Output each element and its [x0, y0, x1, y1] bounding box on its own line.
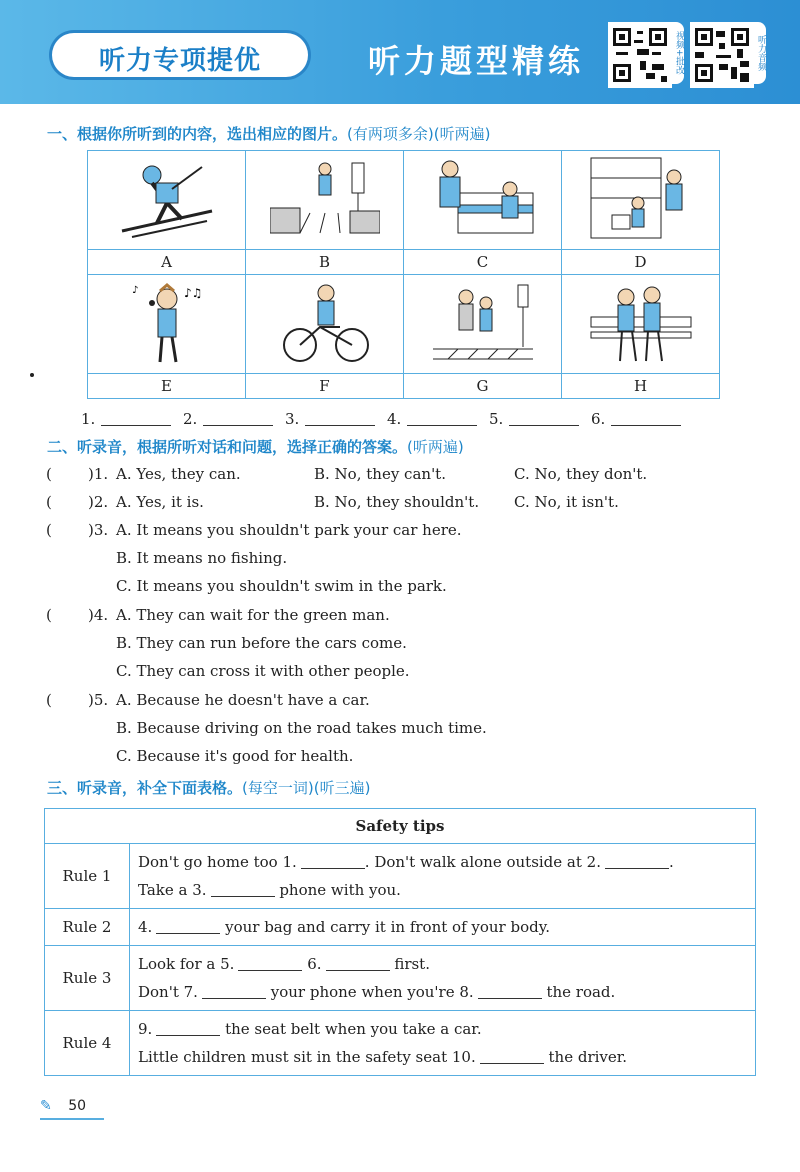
answer-4-blank[interactable] [407, 411, 477, 426]
qr-label-video: 视频+批改 [670, 22, 684, 84]
answer-6-blank[interactable] [611, 411, 681, 426]
section-3-title [47, 777, 370, 798]
blank-10[interactable] [480, 1049, 544, 1064]
rule-1-line-1b: . Don't walk alone outside at 2. [364, 853, 601, 871]
rule-4-line-2b: the driver. [548, 1048, 628, 1066]
rule-2-line-a: 4. [138, 918, 153, 936]
qr-code-icon [692, 24, 752, 86]
q4-answer-box[interactable]: ( [46, 606, 52, 624]
singer-icon [112, 277, 222, 367]
rule-3-text [130, 946, 756, 1011]
q5-option-a[interactable]: A. Because he doesn't have a car. [116, 691, 370, 709]
q4-option-c[interactable]: C. They can cross it with other people. [116, 662, 410, 680]
q2-number: )2. [88, 493, 109, 511]
picture-label-d: D [562, 250, 720, 275]
rule-4-line-1b: the seat belt when you take a car. [225, 1020, 482, 1038]
picture-e [88, 275, 246, 374]
answer-2-label: 2. [183, 410, 198, 428]
picture-d [562, 151, 720, 250]
svg-text:♪♫: ♪♫ [183, 286, 202, 300]
blank-3[interactable] [211, 882, 275, 897]
picture-label-e: E [88, 374, 246, 399]
blank-7[interactable] [202, 984, 266, 999]
picture-label-b: B [246, 250, 404, 275]
rule-2-label: Rule 2 [45, 909, 130, 946]
margin-dot [30, 373, 34, 377]
answer-4 [387, 410, 477, 428]
q4-number: )4. [88, 606, 109, 624]
blank-8[interactable] [478, 984, 542, 999]
section-1-title [47, 123, 490, 144]
q1-option-c[interactable]: C. No, they don't. [514, 465, 648, 483]
picture-c [404, 151, 562, 250]
rule-3-line-1b: 6. [307, 955, 322, 973]
rule-3-label: Rule 3 [45, 946, 130, 1011]
answer-6-label: 6. [591, 410, 606, 428]
piano-lesson-icon [428, 153, 538, 243]
section-badge [52, 33, 308, 77]
cyclist-icon [270, 277, 380, 367]
page-number: 50 [68, 1098, 87, 1114]
picture-label-h: H [562, 374, 720, 399]
answer-1 [81, 410, 171, 428]
answer-1-blank[interactable] [101, 411, 171, 426]
blank-6[interactable] [326, 956, 390, 971]
q2-option-c[interactable]: C. No, it isn't. [514, 493, 619, 511]
picture-b [246, 151, 404, 250]
picture-a [88, 151, 246, 250]
blank-4[interactable] [156, 919, 220, 934]
picture-label-a: A [88, 250, 246, 275]
rule-1-text [130, 844, 756, 909]
picture-label-c: C [404, 250, 562, 275]
qr-code-video[interactable] [608, 22, 672, 88]
q3-option-a[interactable]: A. It means you shouldn't park your car here. [116, 521, 462, 539]
rule-1-label: Rule 1 [45, 844, 130, 909]
q1-option-b[interactable]: B. No, they can't. [314, 465, 446, 483]
q3-number: )3. [88, 521, 109, 539]
pencil-icon: ✎ [40, 1098, 52, 1114]
q5-answer-box[interactable]: ( [46, 691, 52, 709]
answer-6 [591, 410, 681, 428]
rule-1-line-1a: Don't go home too 1. [138, 853, 297, 871]
section-1-heading: 一、根据你所听到的内容，选出相应的图片。 [47, 125, 348, 143]
rule-3-line-1c: first. [394, 955, 430, 973]
answer-4-label: 4. [387, 410, 402, 428]
blank-5[interactable] [238, 956, 302, 971]
q3-option-c[interactable]: C. It means you shouldn't swim in the park. [116, 577, 447, 595]
crossing-icon [270, 153, 380, 243]
answer-5 [489, 410, 579, 428]
picture-label-g: G [404, 374, 562, 399]
table-title: Safety tips [45, 809, 756, 844]
rule-1-line-2a: Take a 3. [138, 881, 207, 899]
section-2-heading: 二、听录音，根据所听对话和问题，选择正确的答案。 [47, 438, 408, 456]
picture-g [404, 275, 562, 374]
page-footer [40, 1098, 86, 1114]
rule-4-line-1a: 9. [138, 1020, 153, 1038]
q4-option-a[interactable]: A. They can wait for the green man. [116, 606, 390, 624]
q1-number: )1. [88, 465, 109, 483]
section-2-title [47, 436, 464, 457]
rule-3-line-2c: the road. [546, 983, 616, 1001]
picture-h [562, 275, 720, 374]
answer-5-label: 5. [489, 410, 504, 428]
q1-option-a[interactable]: A. Yes, they can. [116, 465, 241, 483]
qr-code-icon [610, 24, 670, 86]
section-badge-label: 听力专项提优 [98, 46, 261, 76]
answer-2 [183, 410, 273, 428]
supermarket-icon [586, 153, 696, 243]
q4-option-b[interactable]: B. They can run before the cars come. [116, 634, 407, 652]
old-man-crossing-icon [428, 277, 538, 367]
rule-2-text [130, 909, 756, 946]
rule-4-line-2a: Little children must sit in the safety seat 10. [138, 1048, 476, 1066]
q5-option-b[interactable]: B. Because driving on the road takes much time. [116, 719, 487, 737]
rule-4-text [130, 1011, 756, 1076]
qr-code-audio[interactable] [690, 22, 754, 88]
blank-9[interactable] [156, 1021, 220, 1036]
blank-2[interactable] [605, 854, 669, 869]
answer-5-blank[interactable] [509, 411, 579, 426]
section-2-note: (听两遍) [407, 438, 464, 456]
rule-3-line-1a: Look for a 5. [138, 955, 235, 973]
rule-3-line-2a: Don't 7. [138, 983, 198, 1001]
picture-f [246, 275, 404, 374]
answer-3-label: 3. [285, 410, 300, 428]
svg-text:♪: ♪ [131, 285, 138, 296]
blank-1[interactable] [301, 854, 365, 869]
qr-label-audio: 听力音频 [752, 22, 766, 84]
q1-answer-box[interactable]: ( [46, 465, 52, 483]
q2-answer-box[interactable]: ( [46, 493, 52, 511]
footer-divider [40, 1118, 104, 1120]
section-3-note: (每空一词)(听三遍) [242, 779, 371, 797]
q5-number: )5. [88, 691, 109, 709]
rule-1-line-1c: . [668, 853, 674, 871]
skier-icon [112, 153, 222, 243]
q5-option-c[interactable]: C. Because it's good for health. [116, 747, 354, 765]
answer-2-blank[interactable] [203, 411, 273, 426]
q2-option-b[interactable]: B. No, they shouldn't. [314, 493, 480, 511]
q3-option-b[interactable]: B. It means no fishing. [116, 549, 288, 567]
picture-label-f: F [246, 374, 404, 399]
q2-option-a[interactable]: A. Yes, it is. [116, 493, 204, 511]
q3-answer-box[interactable]: ( [46, 521, 52, 539]
rule-1-line-2b: phone with you. [279, 881, 401, 899]
safety-tips-table [44, 808, 756, 1076]
rule-2-line-b: your bag and carry it in front of your body. [225, 918, 550, 936]
header-banner [0, 0, 800, 104]
section-3-heading: 三、听录音，补全下面表格。 [47, 779, 243, 797]
answer-3-blank[interactable] [305, 411, 375, 426]
section-1-note: (有两项多余)(听两遍) [347, 125, 491, 143]
answer-3 [285, 410, 375, 428]
rule-4-label: Rule 4 [45, 1011, 130, 1076]
rule-3-line-2b: your phone when you're 8. [270, 983, 474, 1001]
answer-1-label: 1. [81, 410, 96, 428]
picture-grid [87, 150, 720, 399]
park-bench-icon [586, 277, 696, 367]
page-title: 听力题型精练 [368, 42, 585, 80]
